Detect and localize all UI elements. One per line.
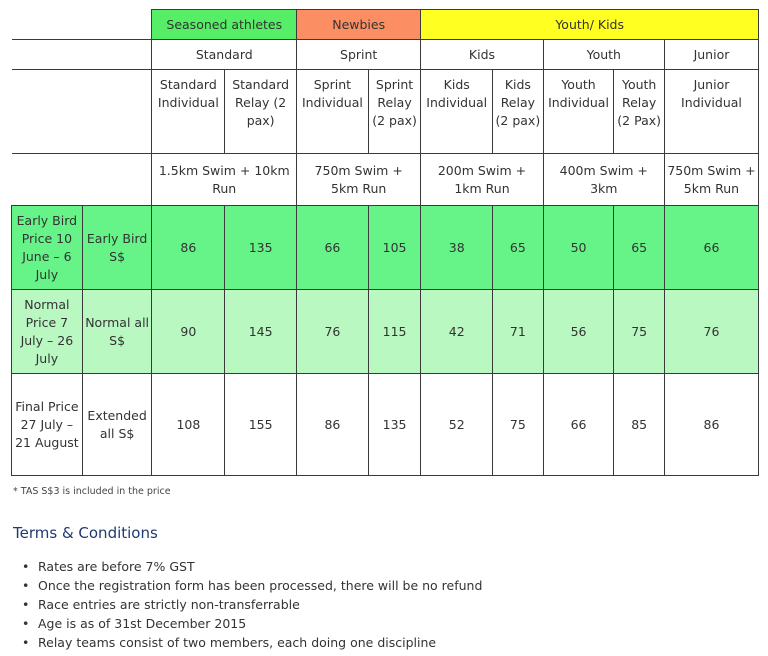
terms-list [22, 557, 482, 652]
price-cell: 145 [225, 290, 297, 374]
price-cell: 66 [297, 206, 369, 290]
price-cell: 66 [543, 374, 614, 476]
price-cell: 86 [664, 374, 758, 476]
sub-sprint-relay: Sprint Relay (2 pax) [368, 70, 421, 154]
price-cell: 135 [225, 206, 297, 290]
price-cell: 50 [543, 206, 614, 290]
bullet-icon: • [22, 597, 30, 612]
terms-item [22, 633, 482, 652]
price-cell: 42 [421, 290, 493, 374]
price-cell: 66 [664, 206, 758, 290]
terms-item-text: Race entries are strictly non-transferrable [38, 597, 300, 612]
distance-junior: 750m Swim + 5km Run [664, 154, 758, 206]
terms-item [22, 595, 482, 614]
price-row-early-bird [12, 206, 759, 290]
bullet-icon: • [22, 578, 30, 593]
bullet-icon: • [22, 616, 30, 631]
price-cell: 56 [543, 290, 614, 374]
pricing-table [11, 9, 759, 476]
category-sprint: Sprint [297, 40, 421, 70]
sub-sprint-individual: Sprint Individual [297, 70, 369, 154]
price-cell: 52 [421, 374, 493, 476]
sub-standard-relay: Standard Relay (2 pax) [225, 70, 297, 154]
price-cell: 76 [297, 290, 369, 374]
price-cell: 65 [493, 206, 544, 290]
category-youth: Youth [543, 40, 664, 70]
price-row-normal [12, 290, 759, 374]
price-cell: 75 [493, 374, 544, 476]
sub-standard-individual: Standard Individual [152, 70, 225, 154]
terms-item-text: Once the registration form has been processed, there will be no refund [38, 578, 483, 593]
terms-item-text: Rates are before 7% GST [38, 559, 195, 574]
bullet-icon: • [22, 559, 30, 574]
price-cell: 38 [421, 206, 493, 290]
tier-label-cell: Early Bird S$ [82, 206, 152, 290]
period-cell: Early Bird Price 10 June – 6 July [12, 206, 83, 290]
tier-label-cell: Normal all S$ [82, 290, 152, 374]
terms-item-text: Relay teams consist of two members, each doing one discipline [38, 635, 437, 650]
price-cell: 90 [152, 290, 225, 374]
corner-blank [12, 10, 152, 40]
price-cell: 75 [614, 290, 665, 374]
price-cell: 85 [614, 374, 665, 476]
bullet-icon: • [22, 635, 30, 650]
price-cell: 108 [152, 374, 225, 476]
tas-note: * TAS S$3 is included in the price [13, 486, 171, 497]
terms-item [22, 614, 482, 633]
category-standard: Standard [152, 40, 297, 70]
group-youth-kids: Youth/ Kids [421, 10, 759, 40]
sub-youth-individual: Youth Individual [543, 70, 614, 154]
corner-blank [12, 40, 152, 70]
price-cell: 135 [368, 374, 421, 476]
period-cell: Final Price 27 July – 21 August [12, 374, 83, 476]
distance-row [12, 154, 759, 206]
category-row [12, 40, 759, 70]
distance-youth: 400m Swim + 3km [543, 154, 664, 206]
corner-blank [12, 70, 152, 154]
group-seasoned-athletes: Seasoned athletes [152, 10, 297, 40]
category-kids: Kids [421, 40, 543, 70]
terms-item [22, 557, 482, 576]
price-row-final [12, 374, 759, 476]
terms-item-text: Age is as of 31st December 2015 [38, 616, 247, 631]
sub-kids-individual: Kids Individual [421, 70, 493, 154]
distance-kids: 200m Swim + 1km Run [421, 154, 543, 206]
price-cell: 86 [297, 374, 369, 476]
group-header-row [12, 10, 759, 40]
group-newbies: Newbies [297, 10, 421, 40]
distance-standard: 1.5km Swim + 10km Run [152, 154, 297, 206]
terms-heading: Terms & Conditions [13, 524, 158, 542]
price-cell: 65 [614, 206, 665, 290]
period-cell: Normal Price 7 July – 26 July [12, 290, 83, 374]
price-cell: 71 [493, 290, 544, 374]
price-cell: 155 [225, 374, 297, 476]
sub-youth-relay: Youth Relay (2 Pax) [614, 70, 665, 154]
tier-label-cell: Extended all S$ [82, 374, 152, 476]
sub-junior-individual: Junior Individual [664, 70, 758, 154]
category-junior: Junior [664, 40, 758, 70]
price-cell: 115 [368, 290, 421, 374]
distance-sprint: 750m Swim + 5km Run [297, 154, 421, 206]
price-cell: 76 [664, 290, 758, 374]
corner-blank [12, 154, 152, 206]
price-cell: 105 [368, 206, 421, 290]
price-cell: 86 [152, 206, 225, 290]
sub-kids-relay: Kids Relay (2 pax) [493, 70, 544, 154]
subcategory-row [12, 70, 759, 154]
terms-item [22, 576, 482, 595]
